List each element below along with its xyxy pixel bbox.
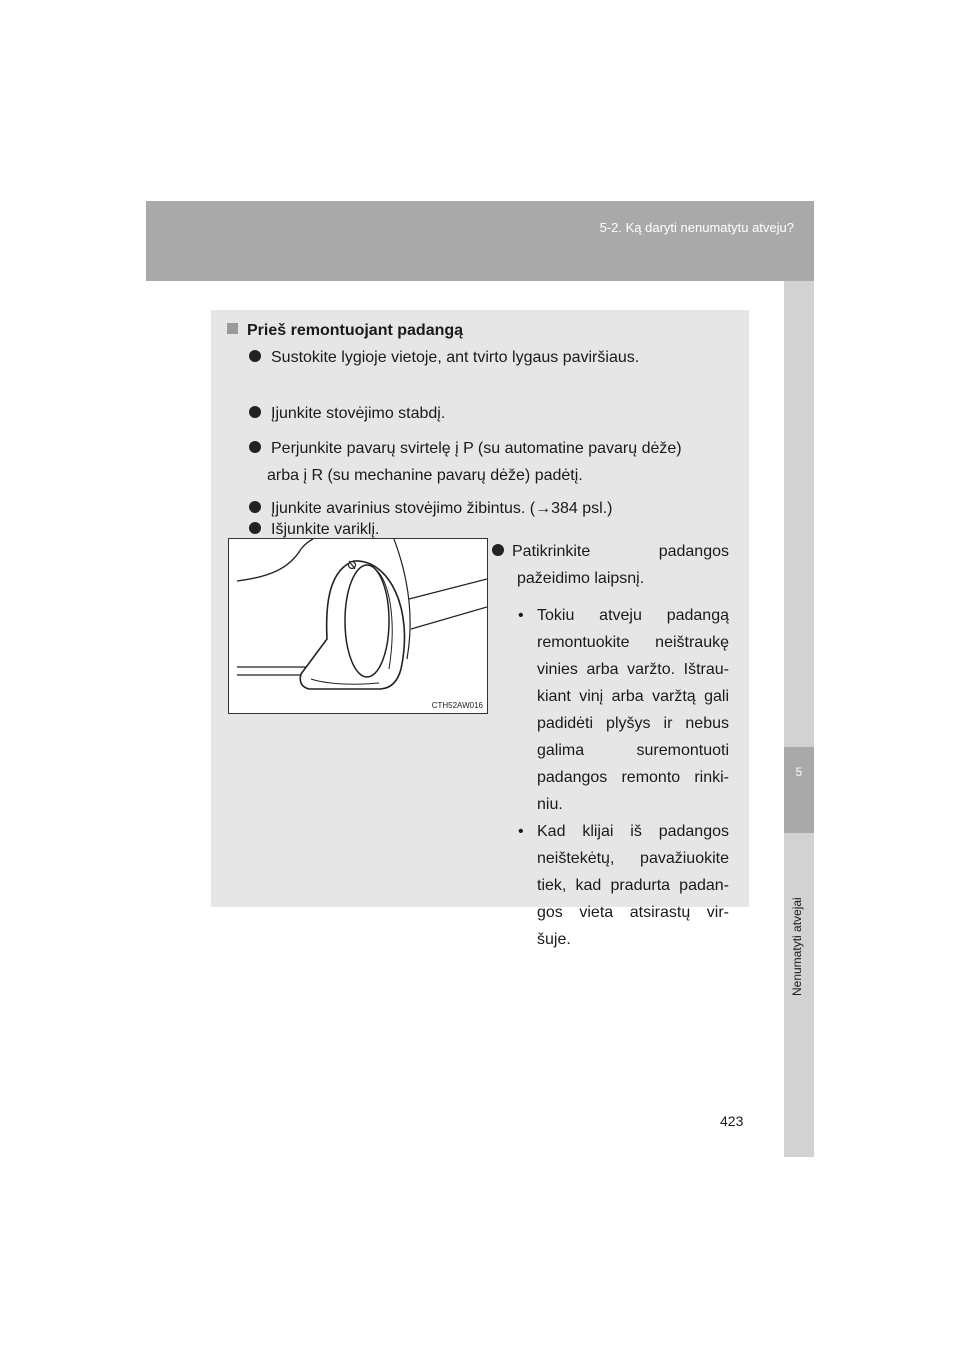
header-band (146, 201, 814, 281)
sub-bullet-line: kiant vinį arba varžtą gali (537, 688, 729, 705)
sub-bullet-line: Tokiu atveju padangą (537, 607, 729, 624)
section-title: 5-2. Ką daryti nenumatytu atveju? (599, 220, 794, 235)
sub-bullet-line: padidėti plyšys ir nebus (537, 715, 729, 732)
bullet-item (249, 344, 729, 371)
bullet-dot-icon (249, 350, 261, 362)
bullet-item (249, 495, 741, 522)
heading-text: Prieš remontuojant padangą (247, 322, 464, 339)
bullet-text-continued: pažeidimo laipsnį. (517, 570, 645, 587)
sub-bullet-mark: • (518, 823, 524, 840)
tire-illustration (228, 538, 488, 714)
bullet-item (249, 400, 729, 427)
section-heading (227, 322, 463, 340)
chapter-side-tab (784, 281, 814, 1157)
chapter-number: 5 (784, 747, 814, 833)
bullet-text: Sustokite lygioje vietoje, ant tvirto lygaus paviršiaus. (271, 349, 640, 366)
figure-code: CTH52AW016 (431, 701, 483, 710)
info-box (211, 310, 749, 948)
bullet-item (249, 435, 729, 489)
bullet-dot-icon (249, 441, 261, 453)
chapter-label: Nenumatyti atvejai (790, 897, 804, 996)
bullet-text: Perjunkite pavarų svirtelę į P (su automatine pavarų dėže) (271, 440, 682, 457)
bullet-text: Išjunkite variklį. (271, 521, 380, 538)
sub-bullet-line: Kad klijai iš padangos (537, 823, 729, 840)
inspection-column (492, 538, 729, 953)
wheel-drawing (229, 539, 487, 713)
sub-bullet-line: padangos remonto rinki- (537, 769, 729, 786)
sub-bullet-mark: • (518, 607, 524, 624)
bullet-dot-icon (249, 522, 261, 534)
square-bullet-icon (227, 323, 238, 334)
bullet-text-continued: arba į R (su mechanine pavarų dėže) padėtį. (267, 467, 583, 484)
sub-bullet-line: galima suremontuoti (537, 742, 729, 759)
sub-bullet-line: vinies arba varžto. Ištrau- (537, 661, 729, 678)
bullet-text: Patikrinkite padangos (512, 543, 729, 560)
bullet-text: Įjunkite stovėjimo stabdį. (271, 405, 446, 422)
bullet-dot-icon (249, 406, 261, 418)
sub-bullet-line: niu. (537, 796, 563, 813)
bullet-text: Įjunkite avarinius stovėjimo žibintus. (→384 psl.) (271, 500, 613, 517)
page-number: 423 (720, 1113, 744, 1129)
sub-bullet-line: tiek, kad pradurta padan- (537, 877, 729, 894)
sub-bullet (492, 818, 729, 953)
bullet-dot-icon (492, 544, 504, 556)
sub-bullet-line: gos vieta atsirastų vir- (537, 904, 729, 921)
bullet-dot-icon (249, 501, 261, 513)
sub-bullet-line: remontuokite neištraukę (537, 634, 729, 651)
sub-bullet-line: šuje. (537, 931, 571, 948)
bullet-item (492, 538, 729, 565)
sub-bullet (492, 602, 729, 818)
sub-bullet-line: neištekėtų, pavažiuokite (537, 850, 729, 867)
